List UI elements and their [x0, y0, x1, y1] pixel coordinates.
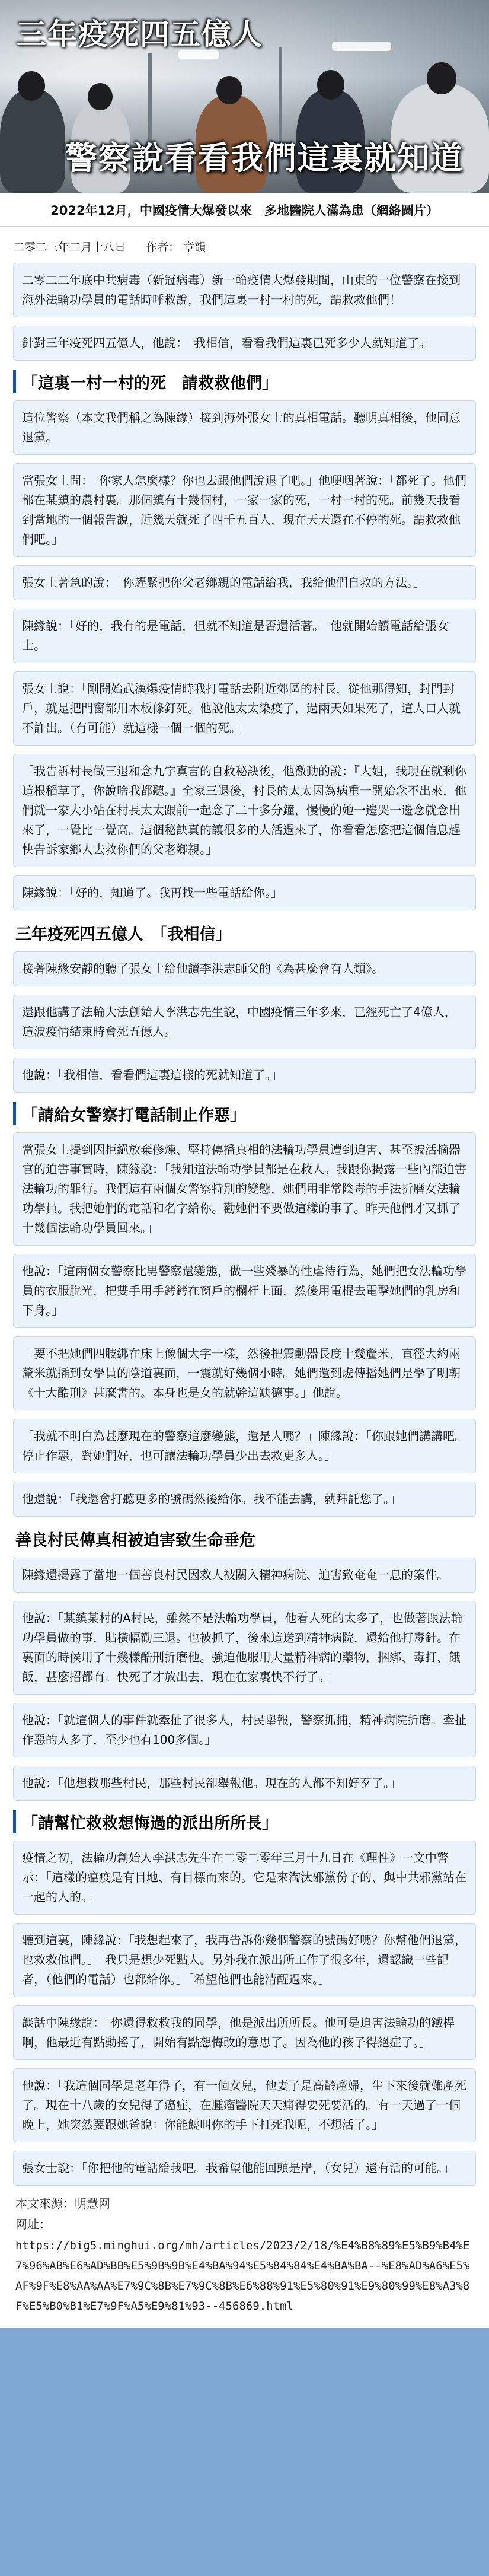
section-heading: 善良村民傳真相被迫害致生命垂危	[15, 1531, 255, 1550]
crowd-figure	[0, 89, 65, 193]
crowd-head	[317, 70, 344, 100]
paragraph: 針對三年疫死四五億人，他說：「我相信，看看我們這裏已死多少人就知道了。」	[13, 326, 476, 361]
quote-heading: 「這裏一村一村的死 請救救他們」	[13, 370, 476, 393]
paragraph: 當張女士提到因拒絕放棄修煉、堅持傳播真相的法輪功學員遭到迫害、甚至被活摘器官的迫害事實時，陳緣說：「我知道法輪功學員都是在救人。我跟你揭露一些內部迫害法輪功的罪行。我們這有兩個女警察特別的變態，她們用非常陰毒的手法折磨女法輪功學員。我把她們的電話和名字給你。勸她們不要做這樣的事了。昨天他們才又抓了十幾個法輪功學員回來。」	[13, 1132, 476, 1246]
crowd-head	[88, 83, 113, 110]
quote-heading: 「請幫忙救救想悔過的派出所所長」	[13, 1810, 476, 1833]
paragraph: 他說：「我相信，看看們這裏這樣的死就知道了。」	[13, 1058, 476, 1093]
paragraph: 「我就不明白為甚麼現在的警察這麼變態，還是人嗎？」陳緣說：「你跟她們講講吧。停止作惡，對她們好，也可讓法輪功學員少出去救更多人。」	[13, 1419, 476, 1473]
paragraph: 當張女士問：「你家人怎麼樣？你也去跟他們說退了吧。」他哽咽著說：「都死了。他們都在某鎮的農村裏。那個鎮有十幾個村，一家一家的死，一村一村的死。前幾天我看到當地的一個報告說，近幾天就死了四千五百人，現在天天還在不停的死。請救救他們吧。」	[13, 463, 476, 557]
paragraph: 聽到這裏，陳緣說：「我想起來了，我再告訴你幾個警察的號碼好嗎？你幫他們退黨，也救救他們。」「我只是想少死點人。另外我在派出所工作了很多年，還認識一些記者，（他們的電話）也都給你。」「希望他們也能清醒過來。」	[13, 1923, 476, 1997]
crowd-head	[427, 62, 456, 94]
crowd-head	[18, 71, 45, 101]
paragraph: 他說：「這兩個女警察比男警察還變態，做一些殘暴的性虐待行為，她們把女法輪功學員的衣服脫光，把雙手用手銬銬在窗戶的欄杆上面，然後用電棍去電擊她們的乳房和下身。」	[13, 1254, 476, 1328]
article-author: 章韻	[183, 241, 206, 254]
article-date: 二零二三年二月十八日	[13, 241, 126, 254]
photo-caption: 2022年12月，中國疫情大爆發以來 多地醫院人滿為患（網絡圖片）	[0, 193, 489, 227]
article-sections	[13, 263, 476, 2316]
paragraph: 疫情之初，法輪功創始人李洪志先生在二零二零年三月十九日在《理性》一文中警示：「這樣的瘟疫是有目地、有目標而來的。它是來淘汰邪黨份子的、與中共邪黨站在一起的人的。」	[13, 1841, 476, 1915]
paragraph: 他說：「某鎮某村的A村民，雖然不是法輪功學員，他看人死的太多了，也做著跟法輪功學員做的事，貼橫幅勸三退。也被抓了，後來這送到精神病院，還給他打毒針。在裏面的時候用了十幾樣酷刑折磨他。強迫他服用大量精神病的藥物，捆綁、毒打、餓飯，甚麼招都有。快死了才放出去，現在在家裏快不行了。」	[13, 1601, 476, 1695]
paragraph: 「要不把她們四肢綁在床上像個大字一樣，然後把震動器長度十幾釐米，直徑大約兩釐米就插到女學員的陰道裏面，一震就好幾個小時。她們還到處傳播她們是學了明朝《十大酷刑》甚麼書的。本身也是女的就幹這缺德事。」他說。	[13, 1336, 476, 1410]
paragraph: 陳緣說：「好的，知道了。我再找一些電話給你。」	[13, 875, 476, 910]
paragraph: 陳緣還揭露了當地一個善良村民因救人被關入精神病院、迫害致奄奄一息的案件。	[13, 1558, 476, 1593]
paragraph: 接著陳緣安靜的聽了張女士給他讀李洪志師父的《為甚麼會有人類》。	[13, 951, 476, 986]
paragraph: 他說：「就這個人的事件就牽扯了很多人，村民舉報，警察抓捕，精神病院折磨。牽扯作惡的人多了，至少也有100多個。」	[13, 1703, 476, 1757]
paragraph: 張女士著急的說：「你趕緊把你父老鄉親的電話給我，我給他們自救的方法。」	[13, 565, 476, 600]
paragraph: 談話中陳緣說：「你還得救救我的同學，他是派出所所長。他可是迫害法輪功的鐵桿啊，他最近有點動搖了，開始有點想悔改的意思了。因為他的孩子得絕症了。」	[13, 2005, 476, 2060]
paragraph: 二零二二年底中共病毒（新冠病毒）新一輪疫情大爆發期間，山東的一位警察在接到海外法輪功學員的電話時呼救說，我們這裏一村一村的死，請救救他們！	[13, 263, 476, 317]
crowd-head	[216, 76, 242, 104]
url-label: 网址：	[15, 2217, 51, 2231]
header-photo	[0, 0, 489, 193]
paragraph: 他還說：「我還會打聽更多的號碼然後給你。我不能去講，就拜託您了。」	[13, 1482, 476, 1517]
paragraph: 張女士說：「剛開始武漢爆疫情時我打電話去附近郊區的村長，從他那得知，封門封戶，就是把門窗都用木板條釘死。他說他太太染疫了，過兩天如果死了，這人口人就不許出。（有可能）就這樣一個一個的死。」	[13, 671, 476, 746]
article-body	[0, 227, 489, 2328]
section-heading: 三年疫死四五億人 「我相信」	[15, 925, 232, 944]
article-meta	[13, 238, 476, 254]
paragraph: 「我告訴村長做三退和念九字真言的自救秘訣後，他激動的說：『大姐，我現在就剩你這根稻草了，你說啥我都聽。』全家三退後，村長的太太因為病重一開始念不出來，他們就一家大小站在村長太太跟前一起念了二十多分鐘，慢慢的她一邊哭一邊念就念出來了，一覺比一覺高。這個秘訣真的讓很多的人活過來了，你看看怎麼把這個信息趕快告訴家鄉人去救你們的父老鄉親。」	[13, 754, 476, 867]
source-url[interactable]: https://big5.minghui.org/mh/articles/2023/2/18/%E4%B8%89%E5%B9%B4%E7%96%AB%E6%AD%BB%E5%9B%9B%E4%BA%94%E5%84%84%E4%BA%BA--%E8%AD%A6%E5%AF%9F%E8%AA%AA%E7%9C%8B%E7%9C%8B%E6%88%91%E5%80%91%E9%80%99%E8%A3%8F%E5%B0%B1%E7%9F%A5%E9%81%93--456869.html	[15, 2239, 470, 2313]
paragraph: 陳緣說：「好的，我有的是電話，但就不知道是否還活著。」他就開始讀電話給張女士。	[13, 609, 476, 663]
paragraph: 這位警察（本文我們稱之為陳緣）接到海外張女士的真相電話。聽明真相後，他同意退黨。	[13, 400, 476, 455]
ceiling-light	[332, 42, 391, 51]
paragraph: 張女士說：「你把他的電話給我吧。我希望他能回頭是岸，（女兒）還有活的可能。」	[13, 2151, 476, 2186]
paragraph: 還跟他講了法輪大法創始人李洪志先生說，中國疫情三年多來，已經死亡了4億人，這波疫情結束時會死五億人。	[13, 995, 476, 1049]
source-line: 本文來源：明慧网	[15, 2196, 110, 2211]
paragraph: 他說：「我這個同學是老年得子，有一個女兒，他妻子是高齡產婦，生下來後就難產死了。現在十八歲的女兒得了癌症，在腫瘤醫院天天痛得要死要活的。有一天過了一個晚上，她突然要跟她爸說：你能饒叫你的手下打死我呢，不想活了。」	[13, 2068, 476, 2142]
quote-heading: 「請給女警察打電話制止作惡」	[13, 1102, 476, 1125]
author-label: 作者：	[146, 241, 180, 254]
iv-pole	[148, 53, 152, 142]
banner-subtitle: 警察說看看我們這裏就知道	[65, 139, 464, 177]
paragraph: 他說：「他想救那些村民，那些村民卻舉報他。現在的人都不知好歹了。」	[13, 1766, 476, 1801]
banner-title: 三年疫死四五億人	[17, 17, 263, 52]
